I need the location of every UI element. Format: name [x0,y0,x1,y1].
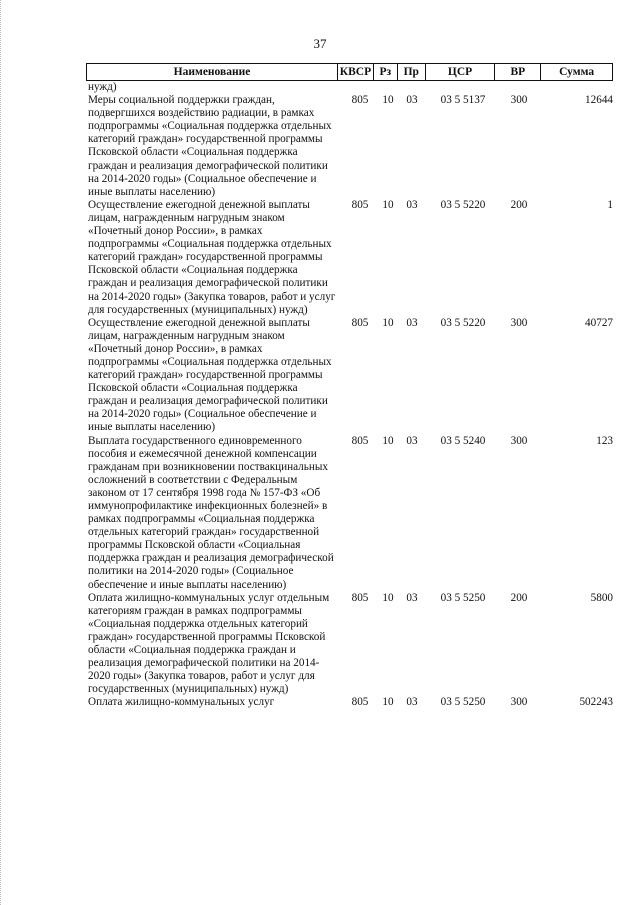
header-kvsr: КВСР [338,64,374,80]
row-csr: 03 5 5240 [440,434,486,447]
row-rz: 10 [382,591,394,604]
row-sum: 5800 [590,591,613,604]
header-rz: Рз [374,64,398,80]
table-row [86,317,613,435]
row-kvsr: 805 [351,316,369,329]
row-sum: 123 [596,434,613,447]
row-rz: 10 [382,316,394,329]
row-rz: 10 [382,434,394,447]
row-csr: 03 5 5137 [440,94,486,107]
row-vr: 300 [510,434,528,447]
row-sum: 40727 [585,316,613,329]
page-number: 37 [313,36,327,51]
row-rz: 10 [382,94,394,107]
row-name: Оплата жилищно-коммунальных услуг [88,696,275,709]
header-vr: ВР [495,64,541,80]
row-name: Осуществление ежегодной денежной выплаты лицам, награжденным нагрудным знаком «Почетный донор России», в рамках подпрограммы «Социальная поддержка отдельных категорий граждан» государственной программы Псковской области «Социальная поддержка граждан и реализация демографической политики на 2014-2020 годы» (Закупка товаров, работ и услуг для государственных (муниципальных) нужд) [88,198,336,316]
row-vr: 200 [510,198,528,211]
row-kvsr: 805 [351,198,369,211]
table-header [86,63,613,81]
row-rz: 10 [382,696,394,709]
row-kvsr: 805 [351,696,369,709]
row-sum: 12644 [585,94,613,107]
row-name: Меры социальной поддержки граждан, подвергшихся воздействию радиации, в рамках подпрограммы «Социальная поддержка отдельных категорий граждан» государственной программы Псковской области «Социальная поддержка граждан и реализация демографической политики на 2014-2020 годы» (Социальное обеспечение и иные выплаты населению) [88,94,332,198]
row-name: Осуществление ежегодной денежной выплаты лицам, награжденным нагрудным знаком «Почетный донор России», в рамках подпрограммы «Социальная поддержка отдельных категорий граждан» государственной программы Псковской области «Социальная поддержка граждан и реализация демографической политики на 2014-2020 годы» (Социальное обеспечение и иные выплаты населению) [88,316,332,434]
table-row [86,199,613,317]
row-pr: 03 [406,591,418,604]
row-csr: 03 5 5250 [440,696,486,709]
row-sum: 1 [607,198,613,211]
row-sum: 502243 [579,696,613,709]
row-pr: 03 [406,198,418,211]
table-row [86,696,613,709]
row-csr: 03 5 5220 [440,198,486,211]
row-pr: 03 [406,434,418,447]
row-vr: 300 [510,696,528,709]
row-csr: 03 5 5250 [440,591,486,604]
row-csr: 03 5 5220 [440,316,486,329]
row-vr: 200 [510,591,528,604]
header-pr: Пр [398,64,426,80]
table-row [86,94,613,199]
row-pr: 03 [406,94,418,107]
row-vr: 300 [510,316,528,329]
row-name: Оплата жилищно-коммунальных услуг отдельным категориям граждан в рамках подпрограммы «Социальная поддержка отдельных категорий граждан» государственной программы Псковской области «Социальная поддержка граждан и реализация демографической политики на 2014-2020 годы» (Закупка товаров, работ и услуг для государственных (муниципальных) нужд) [88,591,330,696]
table-row [86,592,613,697]
row-kvsr: 805 [351,591,369,604]
row-vr: 300 [510,94,528,107]
header-csr: ЦСР [426,64,496,80]
row-kvsr: 805 [351,94,369,107]
scan-edge [0,0,3,905]
header-sum: Сумма [559,66,595,78]
row-rz: 10 [382,198,394,211]
row-name: Выплата государственного единовременного пособия и ежемесячной денежной компенсации гражданам при возникновении поствакцинальных осложнений в соответствии с Федеральным законом от 17 сентября 1998 года № 157-ФЗ «Об иммунопрофилактике инфекционных болезней» в рамках подпрограммы «Социальная поддержка отдельных категорий граждан» государственной программы Псковской области «Социальная поддержка граждан и реализация демографической политики на 2014-2020 годы» (Социальное обеспечение и иные выплаты населению) [88,434,334,591]
row-pr: 03 [406,316,418,329]
budget-table [86,63,613,710]
table-row [86,435,613,592]
row-kvsr: 805 [351,434,369,447]
row-pr: 03 [406,696,418,709]
carryover-text: нужд) [88,81,117,93]
header-name: Наименование [87,64,338,80]
